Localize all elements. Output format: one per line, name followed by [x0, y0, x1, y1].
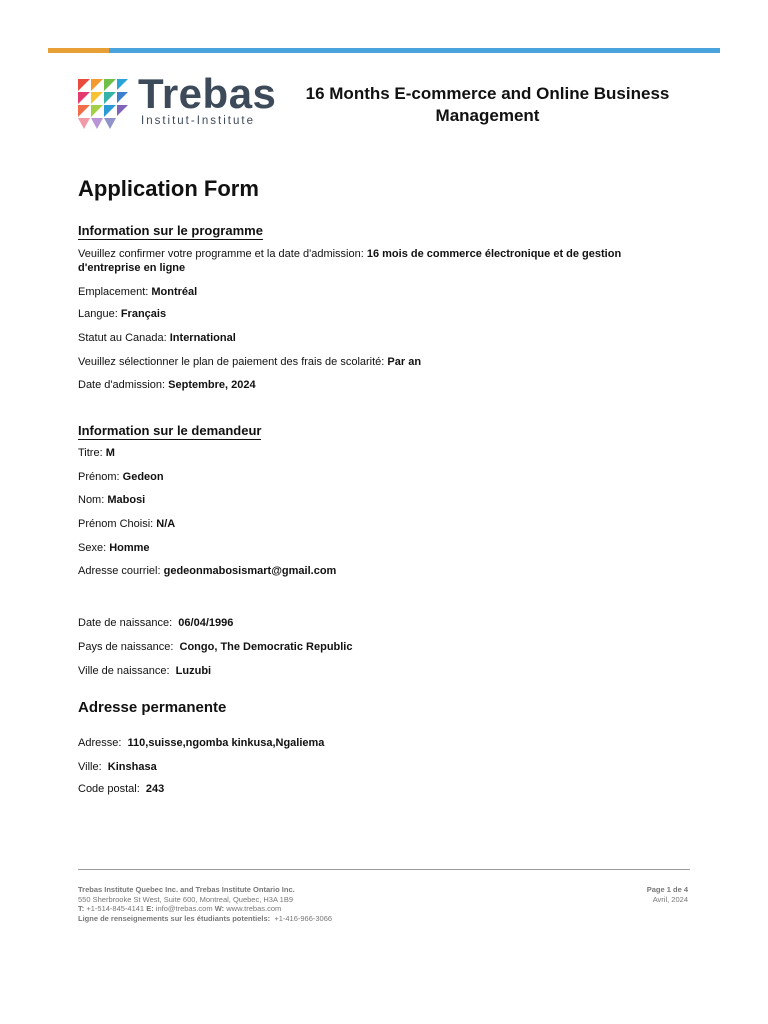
footer-info: [78, 885, 332, 923]
birth-date-value: 06/04/1996: [178, 617, 234, 629]
city-value: Kinshasa: [107, 761, 157, 773]
birth-city-row: [78, 665, 678, 679]
email-label: Adresse courriel:: [78, 565, 161, 577]
first-name-row: [78, 471, 678, 485]
page-number: Page 1 de 4: [646, 885, 688, 894]
status-row: [78, 332, 678, 346]
footer-line-phone: +1-416-966-3066: [274, 913, 333, 923]
birth-date-label: Date de naissance:: [78, 617, 173, 629]
address-section-heading: Adresse permanente: [78, 699, 227, 716]
location-label: Emplacement:: [78, 286, 149, 298]
location-value: Montréal: [151, 286, 198, 298]
payment-plan-label: Veuillez sélectionner le plan de paiement des frais de scolarité:: [78, 356, 385, 368]
chosen-name-value: N/A: [156, 518, 176, 530]
top-accent-bar: [48, 48, 720, 53]
footer-phone-label: T:: [78, 904, 85, 914]
program-confirm-label: Veuillez confirmer votre programme et la date d'admission:: [78, 248, 364, 260]
logo-subtitle: Institut-Institute: [141, 115, 255, 127]
birth-country-label: Pays de naissance:: [78, 641, 174, 653]
chosen-name-label: Prénom Choisi:: [78, 518, 154, 530]
payment-plan-value: Par an: [387, 356, 422, 368]
city-label: Ville:: [78, 761, 102, 773]
address-value: 110,suisse,ngomba kinkusa,Ngaliema: [127, 737, 325, 749]
footer-phone: +1-514-845-4141: [86, 904, 145, 914]
last-name-row: [78, 494, 678, 508]
address-label: Adresse:: [78, 737, 122, 749]
footer-date: Avril, 2024: [652, 895, 688, 904]
admission-date-label: Date d'admission:: [78, 379, 166, 391]
last-name-label: Nom:: [78, 494, 105, 506]
language-row: [78, 308, 678, 322]
accent-bar-blue: [109, 48, 720, 53]
logo-triangles-icon: [78, 79, 128, 129]
status-label: Statut au Canada:: [78, 332, 167, 344]
payment-plan-row: [78, 356, 678, 370]
birth-country-value: Congo, The Democratic Republic: [179, 641, 353, 653]
location-row: [78, 286, 678, 300]
sex-value: Homme: [109, 542, 150, 554]
footer-web-label: W:: [214, 904, 225, 914]
birth-city-value: Luzubi: [175, 665, 212, 677]
title-label: Titre:: [78, 447, 103, 459]
admission-date-row: [78, 379, 678, 393]
sex-label: Sexe:: [78, 542, 107, 554]
postal-code-value: 243: [145, 783, 165, 795]
city-row: [78, 761, 678, 775]
program-section-heading: Information sur le programme: [78, 223, 263, 238]
email-row: [78, 565, 678, 579]
trebas-logo: [78, 70, 283, 132]
postal-code-label: Code postal:: [78, 783, 140, 795]
birth-city-label: Ville de naissance:: [78, 665, 170, 677]
footer-email: info@trebas.com: [155, 904, 213, 914]
admission-date-value: Septembre, 2024: [168, 379, 256, 391]
chosen-name-row: [78, 518, 678, 532]
accent-bar-orange: [48, 48, 109, 53]
title-value: M: [105, 447, 115, 459]
email-value: gedeonmabosismart@gmail.com: [163, 565, 337, 577]
language-label: Langue:: [78, 308, 118, 320]
last-name-value: Mabosi: [107, 494, 146, 506]
program-confirm-value: 16 mois de commerce électronique et de gestion d'entreprise en ligne: [78, 248, 622, 274]
language-value: Français: [120, 308, 167, 320]
first-name-label: Prénom:: [78, 471, 120, 483]
footer-line-label: Ligne de renseignements sur les étudiants potentiels:: [78, 913, 271, 923]
sex-row: [78, 542, 678, 556]
program-title: 16 Months E-commerce and Online Business Management: [305, 84, 670, 125]
form-title: Application Form: [78, 176, 259, 201]
status-value: International: [169, 332, 236, 344]
postal-code-row: [78, 783, 678, 797]
footer-web: www.trebas.com: [226, 904, 282, 914]
applicant-section-heading: Information sur le demandeur: [78, 423, 262, 438]
footer-address: 550 Sherbrooke St West, Suite 600, Montreal, Quebec, H3A 1B9: [78, 894, 293, 904]
birth-country-row: [78, 641, 678, 655]
title-row: [78, 447, 678, 461]
program-confirm-row: [78, 248, 678, 275]
first-name-value: Gedeon: [122, 471, 164, 483]
footer-divider: [78, 869, 690, 870]
footer-page-info: [647, 885, 688, 905]
footer-email-label: E:: [146, 904, 154, 914]
address-row: [78, 737, 678, 751]
birth-date-row: [78, 617, 678, 631]
logo-wordmark: Trebas: [138, 70, 277, 117]
footer-company: Trebas Institute Quebec Inc. and Trebas Institute Ontario Inc.: [78, 885, 295, 894]
